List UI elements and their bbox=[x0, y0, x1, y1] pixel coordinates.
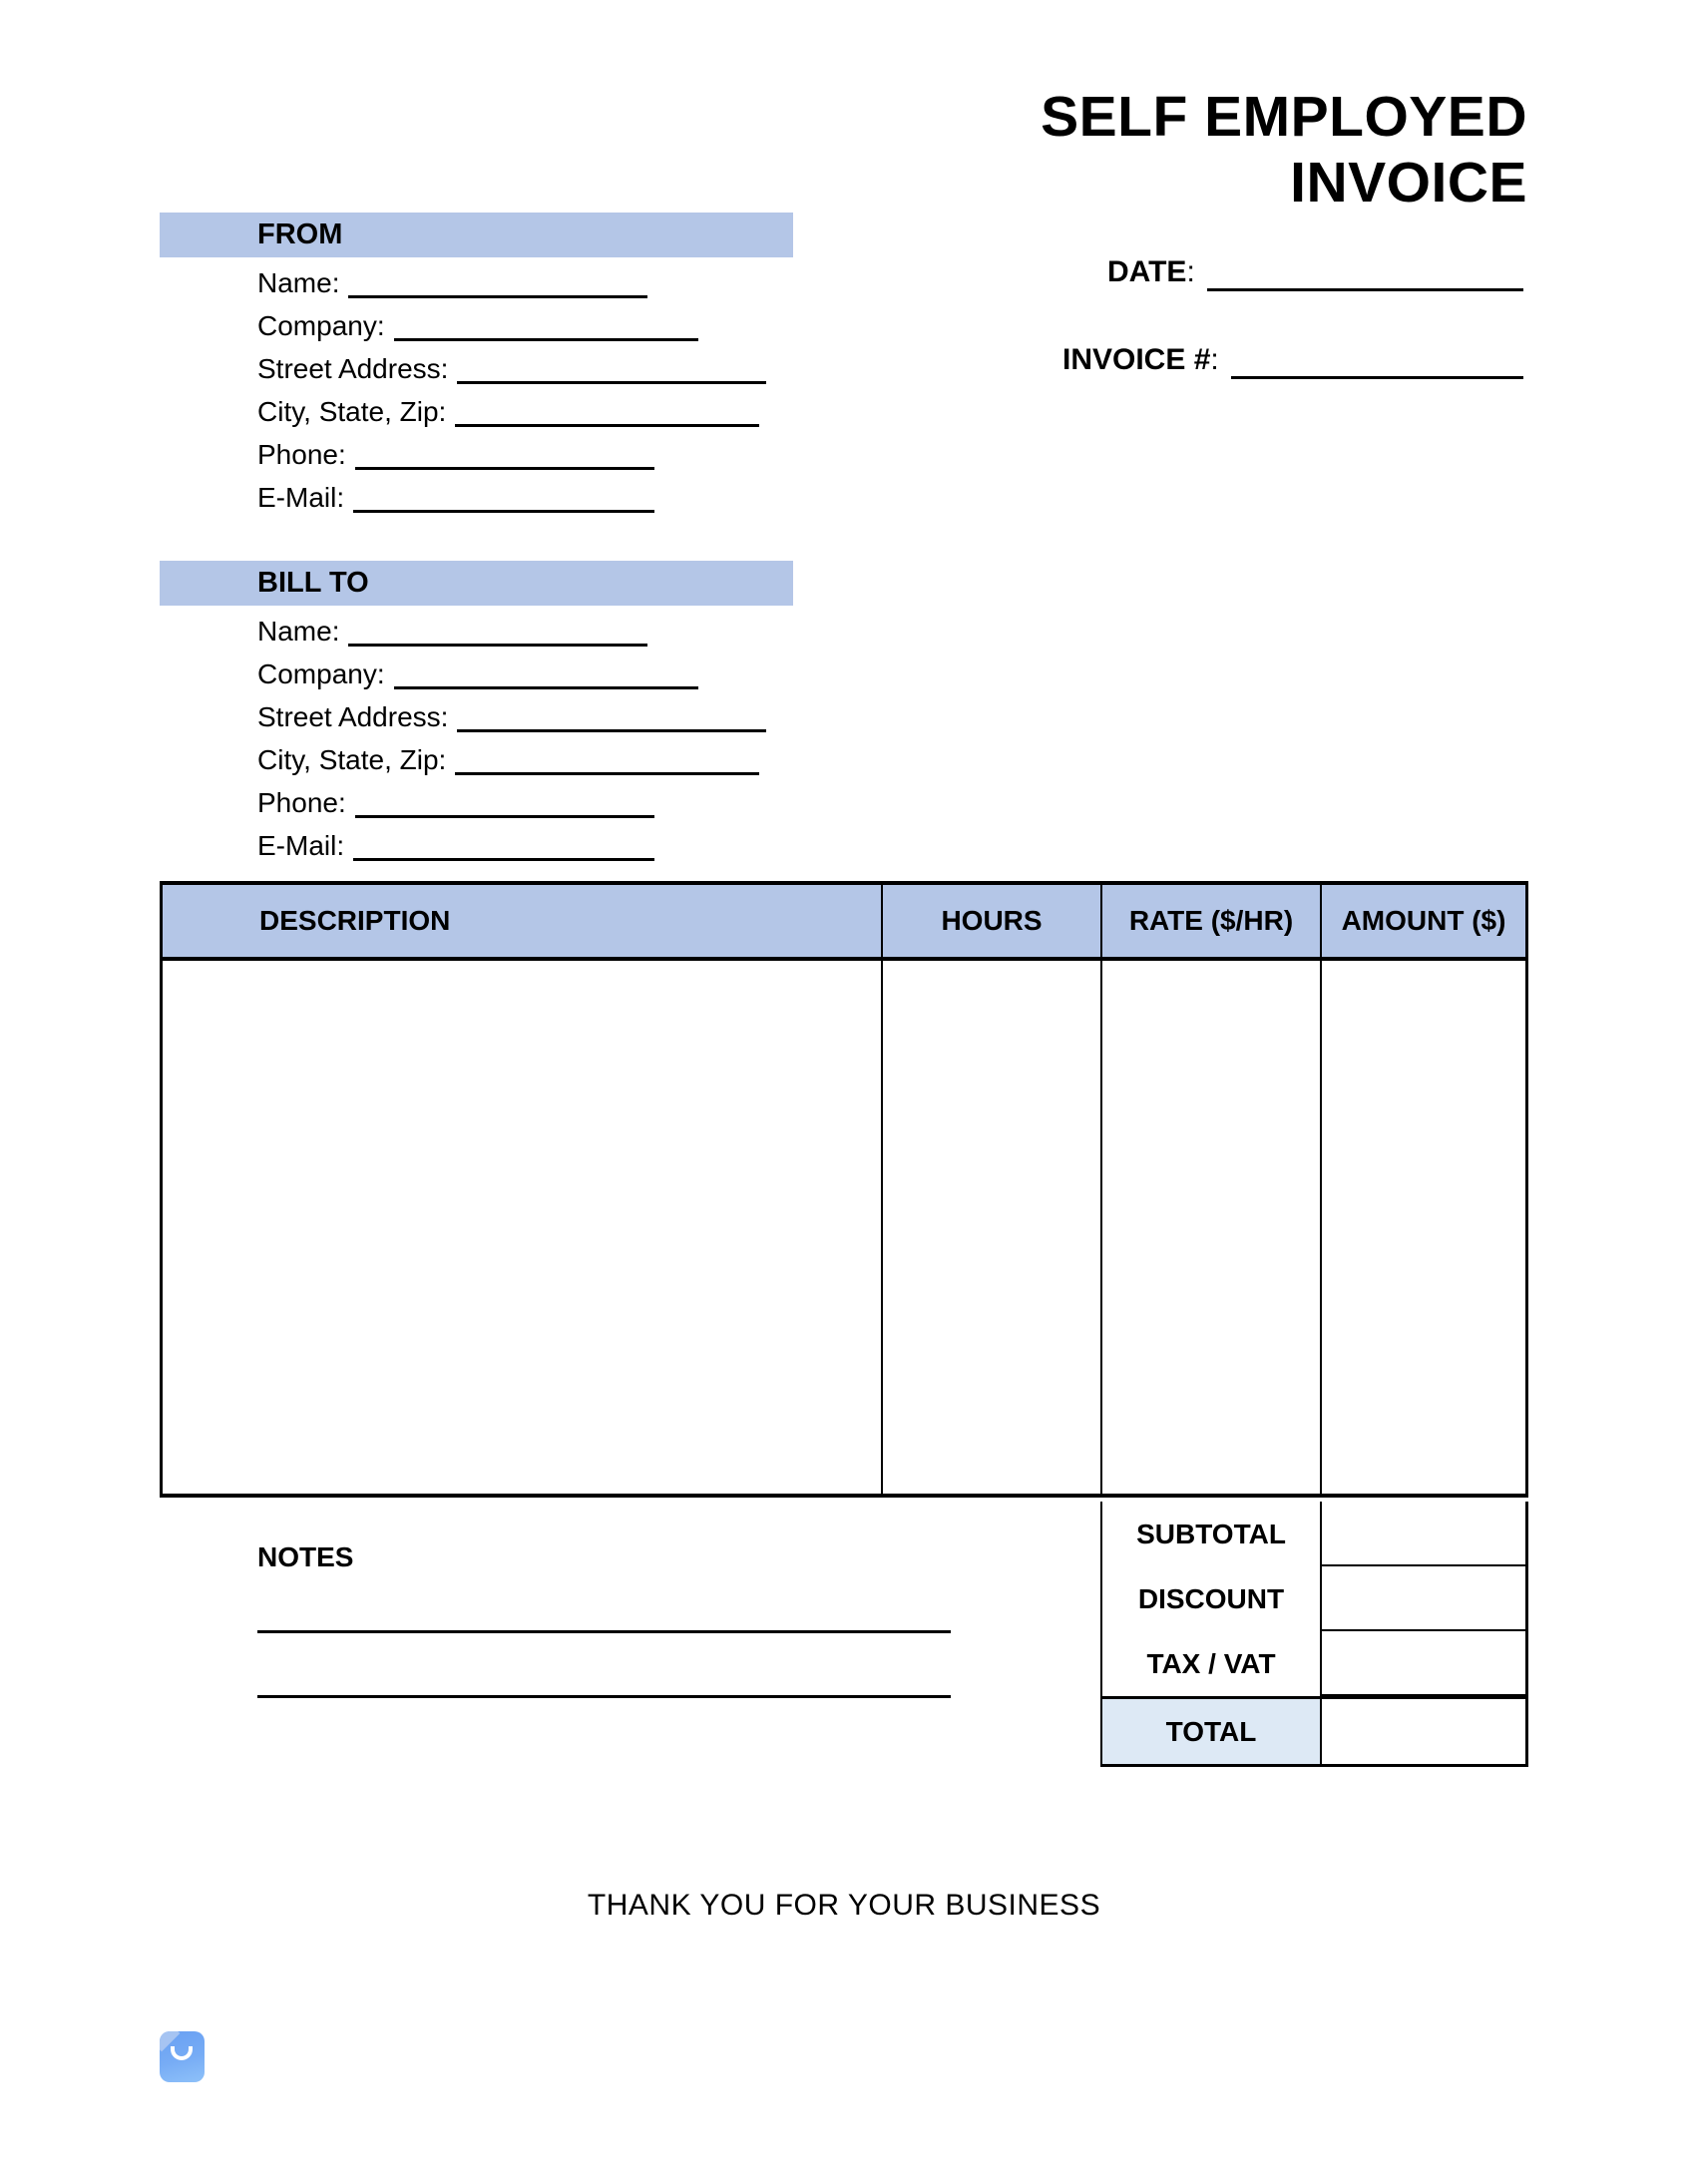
date-field bbox=[1107, 255, 1523, 293]
description-cell bbox=[163, 961, 881, 1494]
column-header-amount: AMOUNT ($) bbox=[1320, 885, 1525, 957]
rate-cell bbox=[1100, 961, 1320, 1494]
total-label: TOTAL bbox=[1102, 1699, 1322, 1764]
from-fields bbox=[257, 261, 766, 519]
from-street-address-label: Street Address: bbox=[257, 353, 449, 384]
from-company-label: Company: bbox=[257, 310, 385, 341]
page-title-line-1: SELF EMPLOYED bbox=[1041, 85, 1527, 149]
table-row bbox=[163, 961, 1525, 1498]
date-blank-line bbox=[1207, 288, 1523, 291]
from-phone-field bbox=[257, 433, 766, 476]
column-header-description: DESCRIPTION bbox=[259, 905, 451, 936]
bill-to-name-blank-line bbox=[348, 644, 647, 647]
discount-label: DISCOUNT bbox=[1102, 1566, 1322, 1631]
from-phone-blank-line bbox=[355, 467, 654, 470]
tax-vat-row bbox=[1102, 1631, 1525, 1696]
bill-to-email-blank-line bbox=[353, 858, 654, 861]
tax-vat-value bbox=[1322, 1631, 1525, 1696]
bill-to-city-state-zip-field bbox=[257, 738, 766, 781]
notes-blank-line bbox=[257, 1695, 951, 1698]
total-row bbox=[1102, 1696, 1525, 1764]
column-header-rate: RATE ($/HR) bbox=[1100, 885, 1320, 957]
page-title bbox=[1041, 84, 1527, 216]
from-email-field bbox=[257, 476, 766, 519]
from-street-address-blank-line bbox=[457, 381, 766, 384]
bill-to-name-label: Name: bbox=[257, 616, 340, 647]
thank-you-message: THANK YOU FOR YOUR BUSINESS bbox=[587, 1889, 1101, 1922]
bill-to-street-address-field bbox=[257, 695, 766, 738]
smiling-document-icon bbox=[160, 2031, 205, 2082]
column-header-hours: HOURS bbox=[881, 885, 1100, 957]
from-section-header: FROM bbox=[160, 213, 793, 257]
hours-cell bbox=[881, 961, 1100, 1494]
page-title-line-2: INVOICE bbox=[1290, 151, 1527, 215]
invoice-number-field bbox=[1062, 343, 1523, 381]
bill-to-company-field bbox=[257, 653, 766, 695]
bill-to-company-label: Company: bbox=[257, 658, 385, 689]
from-city-state-zip-blank-line bbox=[455, 424, 759, 427]
line-items-header-row bbox=[163, 881, 1525, 961]
subtotal-row bbox=[1102, 1502, 1525, 1566]
invoice-number-colon: : bbox=[1210, 343, 1219, 376]
bill-to-city-state-zip-blank-line bbox=[455, 772, 759, 775]
amount-cell bbox=[1320, 961, 1525, 1494]
from-city-state-zip-field bbox=[257, 390, 766, 433]
bill-to-email-field bbox=[257, 824, 766, 867]
date-label: DATE bbox=[1107, 255, 1187, 288]
bill-to-company-blank-line bbox=[394, 686, 698, 689]
bill-to-email-label: E-Mail: bbox=[257, 830, 345, 861]
total-value bbox=[1322, 1699, 1525, 1764]
discount-value bbox=[1322, 1566, 1525, 1631]
bill-to-street-address-label: Street Address: bbox=[257, 701, 449, 732]
from-name-label: Name: bbox=[257, 267, 340, 298]
bill-to-phone-blank-line bbox=[355, 815, 654, 818]
totals-summary bbox=[1100, 1502, 1528, 1767]
bill-to-fields bbox=[257, 610, 766, 867]
tax-vat-label: TAX / VAT bbox=[1102, 1631, 1322, 1696]
subtotal-value bbox=[1322, 1502, 1525, 1566]
from-city-state-zip-label: City, State, Zip: bbox=[257, 396, 447, 427]
notes-blank-line bbox=[257, 1630, 951, 1633]
from-name-blank-line bbox=[348, 295, 647, 298]
smile-decoration bbox=[171, 2046, 193, 2060]
from-company-field bbox=[257, 304, 766, 347]
from-street-address-field bbox=[257, 347, 766, 390]
bill-to-phone-label: Phone: bbox=[257, 787, 346, 818]
from-email-blank-line bbox=[353, 510, 654, 513]
invoice-number-label: INVOICE # bbox=[1062, 343, 1211, 376]
bill-to-name-field bbox=[257, 610, 766, 653]
from-company-blank-line bbox=[394, 338, 698, 341]
date-colon: : bbox=[1186, 255, 1195, 288]
discount-row bbox=[1102, 1566, 1525, 1631]
bill-to-city-state-zip-label: City, State, Zip: bbox=[257, 744, 447, 775]
from-email-label: E-Mail: bbox=[257, 482, 345, 513]
bill-to-phone-field bbox=[257, 781, 766, 824]
subtotal-label: SUBTOTAL bbox=[1102, 1502, 1322, 1566]
line-items-table bbox=[160, 881, 1528, 1498]
notes-section-header: NOTES bbox=[257, 1541, 354, 1572]
bill-to-street-address-blank-line bbox=[457, 729, 766, 732]
invoice-number-blank-line bbox=[1231, 376, 1523, 379]
bill-to-section-header: BILL TO bbox=[160, 561, 793, 606]
from-name-field bbox=[257, 261, 766, 304]
from-phone-label: Phone: bbox=[257, 439, 346, 470]
